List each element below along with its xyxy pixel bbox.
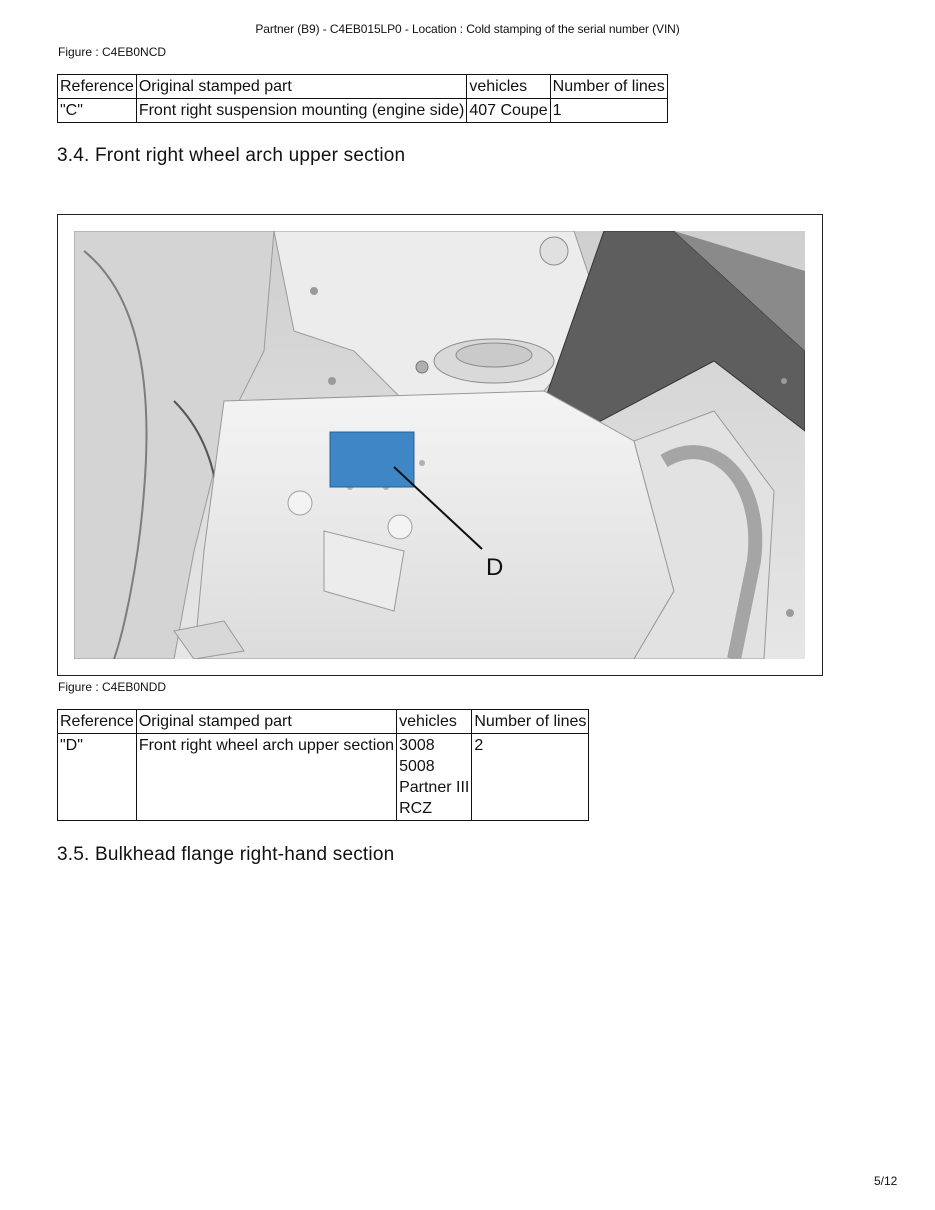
section-title-3-5: 3.5. Bulkhead flange right-hand section — [57, 844, 395, 865]
header-part: Original stamped part — [136, 710, 396, 734]
cell-lines: 2 — [472, 734, 589, 821]
header-lines: Number of lines — [472, 710, 589, 734]
header-vehicles: vehicles — [467, 75, 550, 99]
header-reference: Reference — [58, 710, 137, 734]
page-header: Partner (B9) - C4EB015LP0 - Location : Cold stamping of the serial number (VIN) — [255, 22, 680, 36]
callout-label-d: D — [486, 554, 504, 581]
cell-part: Front right wheel arch upper section — [136, 734, 396, 821]
cell-lines: 1 — [550, 99, 667, 123]
cell-reference: "C" — [58, 99, 137, 123]
reference-table-c — [57, 74, 668, 123]
figure-label-mid: Figure : C4EB0NDD — [58, 680, 167, 694]
table-row — [58, 734, 589, 821]
stamping-area-highlight — [330, 432, 414, 487]
vehicle-item: 3008 — [399, 737, 435, 754]
vehicle-item: RCZ — [399, 800, 432, 817]
page-number: 5/12 — [874, 1174, 898, 1188]
table-row — [58, 99, 668, 123]
header-lines: Number of lines — [550, 75, 667, 99]
header-reference: Reference — [58, 75, 137, 99]
cell-vehicles: 407 Coupe — [467, 99, 550, 123]
section-title-3-4: 3.4. Front right wheel arch upper section — [57, 145, 406, 166]
header-vehicles: vehicles — [397, 710, 472, 734]
wheel-arch-illustration — [74, 231, 805, 659]
figure-label-top: Figure : C4EB0NCD — [58, 45, 167, 59]
vehicle-item: 5008 — [399, 758, 435, 775]
reference-table-d — [57, 709, 589, 821]
table-header-row — [58, 710, 589, 734]
vehicle-item: Partner III — [399, 779, 470, 796]
figure-illustration — [57, 214, 823, 676]
cell-part: Front right suspension mounting (engine side) — [136, 99, 467, 123]
table-header-row — [58, 75, 668, 99]
header-part: Original stamped part — [136, 75, 467, 99]
cell-vehicles — [397, 734, 472, 821]
cell-reference: "D" — [58, 734, 137, 821]
